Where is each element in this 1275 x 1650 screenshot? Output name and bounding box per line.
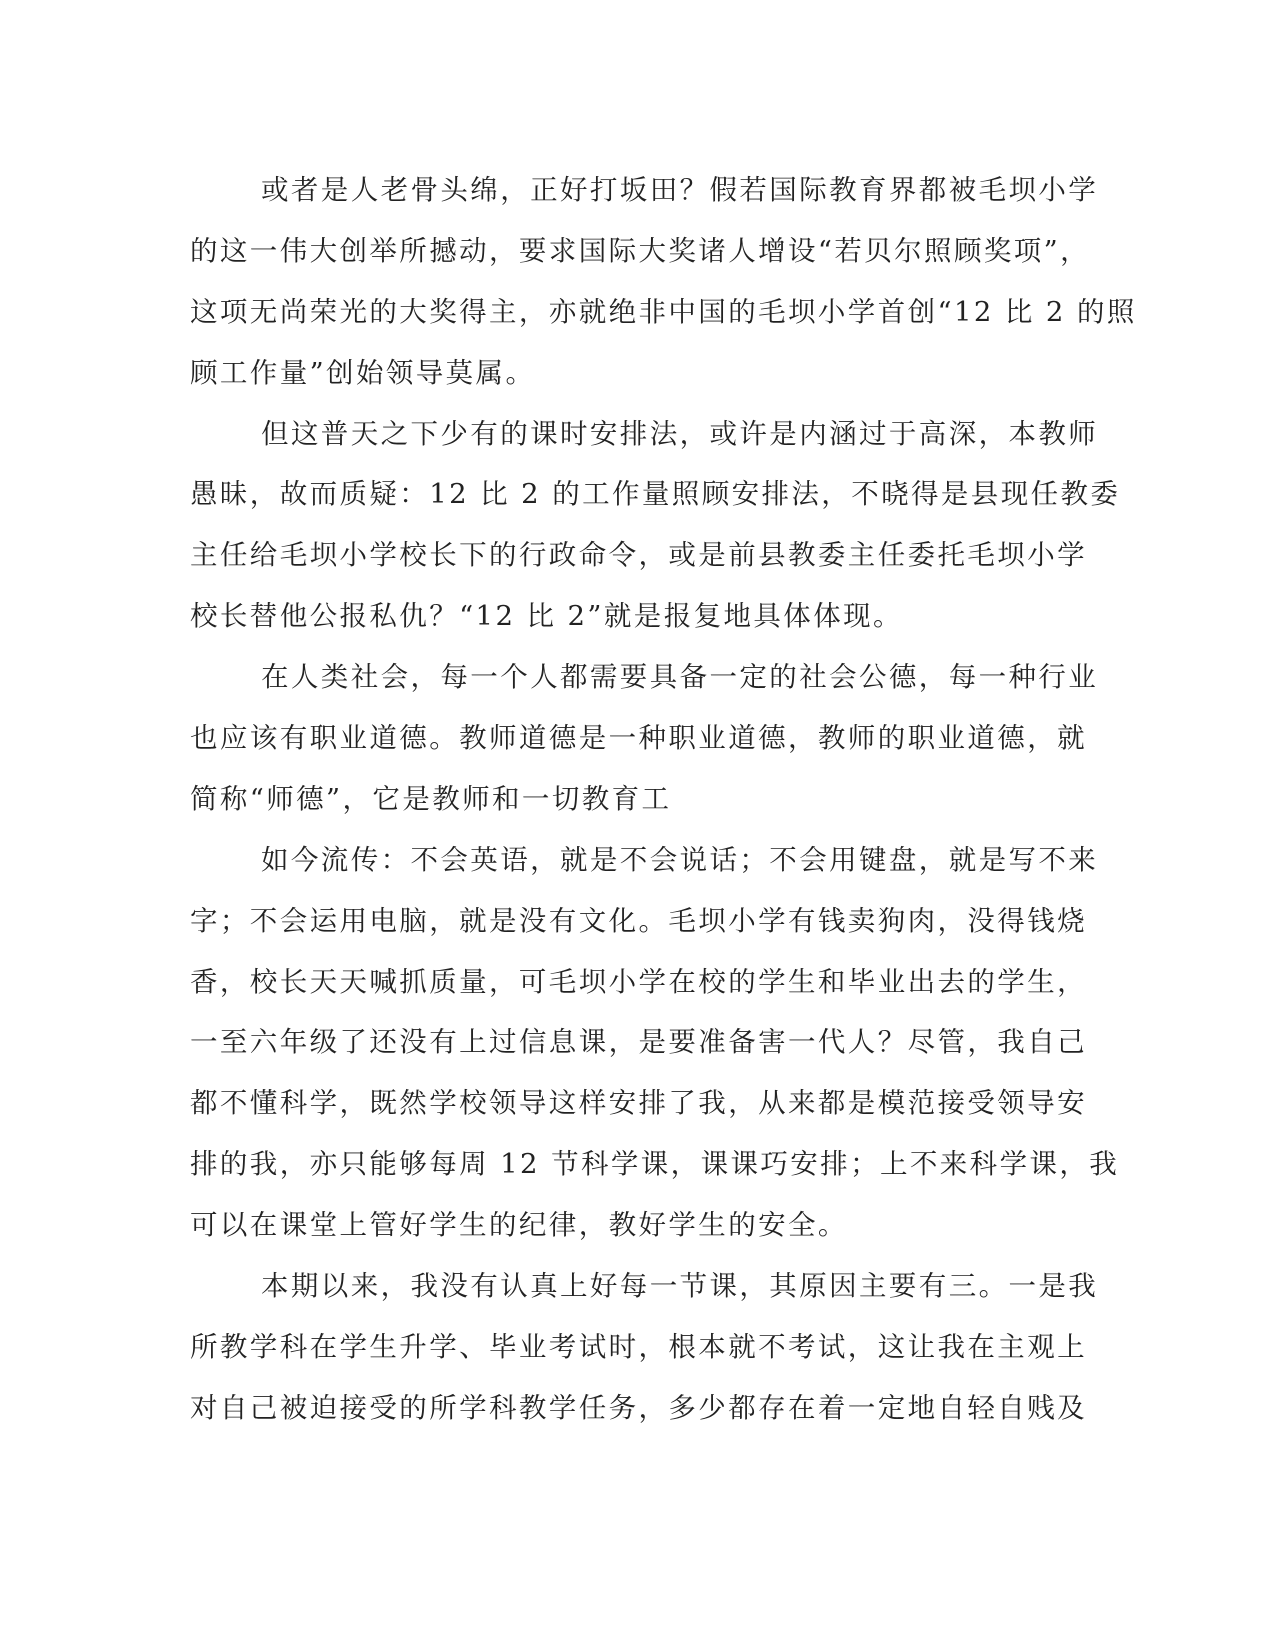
text-line: 但这普天之下少有的课时安排法，或许是内涵过于高深，本教师 (261, 417, 1099, 450)
text-line: 排的我，亦只能够每周 12 节科学课，课课巧安排；上不来科学课，我 (190, 1148, 1120, 1181)
text-line: 一至六年级了还没有上过信息课，是要准备害一代人？尽管，我自己 (190, 1026, 1087, 1059)
text-line: 简称“师德”，它是教师和一切教育工 (190, 782, 672, 815)
text-line: 都不懂科学，既然学校领导这样安排了我，从来都是模范接受领导安 (190, 1087, 1087, 1120)
text-line: 如今流传：不会英语，就是不会说话；不会用键盘，就是写不来 (261, 843, 1099, 876)
text-line: 也应该有职业道德。教师道德是一种职业道德，教师的职业道德，就 (190, 722, 1087, 755)
text-line: 这项无尚荣光的大奖得主，亦就绝非中国的毛坝小学首创“12 比 2 的照 (190, 295, 1137, 328)
text-line: 或者是人老骨头绵，正好打坂田？假若国际教育界都被毛坝小学 (261, 174, 1099, 206)
text-line: 校长替他公报私仇？“12 比 2”就是报复地具体体现。 (190, 600, 903, 633)
text-line: 字；不会运用电脑，就是没有文化。毛坝小学有钱卖狗肉，没得钱烧 (190, 904, 1087, 937)
text-line: 可以在课堂上管好学生的纪律，教好学生的安全。 (190, 1209, 848, 1242)
body-text (190, 160, 1137, 1439)
text-line: 愚昧，故而质疑：12 比 2 的工作量照顾安排法，不晓得是县现任教委 (190, 478, 1121, 511)
text-line: 所教学科在学生升学、毕业考试时，根本就不考试，这让我在主观上 (190, 1330, 1087, 1363)
text-line: 本期以来，我没有认真上好每一节课，其原因主要有三。一是我 (261, 1270, 1099, 1303)
text-line: 顾工作量”创始领导莫属。 (190, 356, 536, 389)
text-line: 在人类社会，每一个人都需要具备一定的社会公德，每一种行业 (261, 661, 1099, 694)
text-line: 对自己被迫接受的所学科教学任务，多少都存在着一定地自轻自贱及 (190, 1391, 1087, 1424)
text-line: 香，校长天天喊抓质量，可毛坝小学在校的学生和毕业出去的学生， (190, 965, 1087, 998)
text-line: 的这一伟大创举所撼动，要求国际大奖诸人增设“若贝尔照顾奖项”， (190, 234, 1091, 267)
text-line: 主任给毛坝小学校长下的行政命令，或是前县教委主任委托毛坝小学 (190, 539, 1087, 572)
